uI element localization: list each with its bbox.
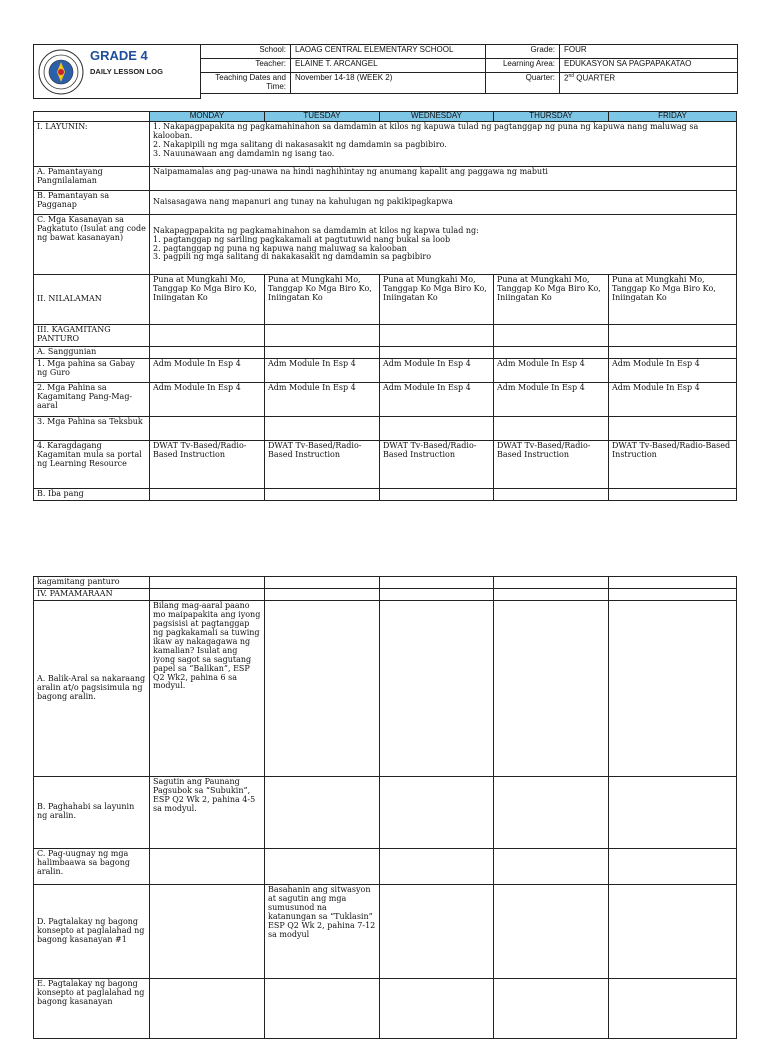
grade-title: GRADE 4 (90, 48, 148, 63)
teacher-label: Teacher: (201, 59, 291, 73)
teaching-dates-value: November 14-18 (WEEK 2) (291, 73, 486, 94)
grade-value: FOUR (560, 45, 738, 59)
corner-cell (34, 112, 150, 122)
gabay-wednesday: Adm Module In Esp 4 (380, 358, 494, 382)
pamantayang-pangnilalaman-content: Naipamamalas ang pag-unawa na hindi naghihintay ng anumang kapalit ang paggawa ng mabuti (150, 167, 737, 191)
kagamitang-pang-mag-aaral-label: 2. Mga Pahina sa Kagamitang Pang-Mag-aaral (34, 382, 150, 416)
learning-area-label: Learning Area: (486, 59, 560, 73)
pagtalakay-1-label: D. Pagtalakay ng bagong konsepto at paglalahad ng bagong kasanayan #1 (34, 884, 150, 978)
lesson-info-table (200, 44, 738, 94)
day-header-tuesday: TUESDAY (265, 112, 380, 122)
kpm-monday: Adm Module In Esp 4 (150, 382, 265, 416)
karagdagan-friday: DWAT Tv-Based/Radio-Based Instruction (609, 440, 737, 488)
pamantayan-sa-pagganap-content: Naisasagawa nang mapanuri ang tunay na kahulugan ng pakikipagkapwa (150, 191, 737, 215)
sanggunian-label: A. Sanggunian (34, 347, 150, 359)
nilalaman-label: II. NILALAMAN (34, 275, 150, 325)
pamantayang-pangnilalaman-label: A. Pamantayang Pangnilalaman (34, 167, 150, 191)
paghahabi-monday: Sagutin ang Paunang Pagsubok sa “Subukin”, ESP Q2 Wk 2, pahina 4-5 sa modyul. (150, 776, 265, 848)
kasanayan-label: C. Mga Kasanayan sa Pagkatuto (Isulat ang code ng bawat kasanayan) (34, 215, 150, 275)
iba-pang-label: B. Iba pang (34, 488, 150, 500)
learning-area-value: EDUKASYON SA PAGPAPAKATAO (560, 59, 738, 73)
quarter-value: 2nd QUARTER (560, 73, 738, 94)
gabay-ng-guro-label: 1. Mga pahina sa Gabay ng Guro (34, 358, 150, 382)
gabay-tuesday: Adm Module In Esp 4 (265, 358, 380, 382)
day-header-friday: FRIDAY (609, 112, 737, 122)
kpm-tuesday: Adm Module In Esp 4 (265, 382, 380, 416)
nilalaman-monday: Puna at Mungkahi Mo, Tanggap Ko Mga Biro Ko, Iniingatan Ko (150, 275, 265, 325)
layunin-label: I. LAYUNIN: (34, 122, 150, 167)
teacher-value: ELAINE T. ARCANGEL (291, 59, 486, 73)
kasanayan-line: 3. pagpili ng mga salitang di nakakasakit ng damdamin sa pagbibiro (153, 252, 432, 262)
layunin-content (150, 122, 737, 167)
pag-uugnay-label: C. Pag-uugnay ng mga halimbaawa sa bagong aralin. (34, 848, 150, 884)
karagdagan-thursday: DWAT Tv-Based/Radio-Based Instruction (494, 440, 609, 488)
quarter-label: Quarter: (486, 73, 560, 94)
karagdagan-monday: DWAT Tv-Based/Radio-Based Instruction (150, 440, 265, 488)
day-header-wednesday: WEDNESDAY (380, 112, 494, 122)
balik-aral-monday: Bilang mag-aaral paano mo maipapakita ang iyong pagsisisi at pagtanggap ng pagkakamali sa tuwing ikaw ay nakagagawa ng kamalian? Isulat ang iyong sagot sa sagutang papel sa “Balikan”, ESP Q2 Wk2, pahina 6 sa modyul. (150, 600, 265, 776)
pagtalakay-1-tuesday: Basahanin ang sitwasyon at sagutin ang mga sumusunod na katanungan sa “Tuklasin” ESP Q2 Wk 2, pahina 7-12 sa modyul (265, 884, 380, 978)
daily-lesson-log-title: DAILY LESSON LOG (90, 67, 163, 76)
pamantayan-sa-pagganap-label: B. Pamantayan sa Pagganap (34, 191, 150, 215)
karagdagan-wednesday: DWAT Tv-Based/Radio-Based Instruction (380, 440, 494, 488)
nilalaman-wednesday: Puna at Mungkahi Mo, Tanggap Ko Mga Biro Ko, Iniingatan Ko (380, 275, 494, 325)
gabay-thursday: Adm Module In Esp 4 (494, 358, 609, 382)
kasanayan-line: 2. pagtanggap ng puna ng kapuwa nang maluwag sa kalooban (153, 243, 407, 253)
kpm-wednesday: Adm Module In Esp 4 (380, 382, 494, 416)
day-header-monday: MONDAY (150, 112, 265, 122)
gabay-friday: Adm Module In Esp 4 (609, 358, 737, 382)
paghahabi-label: B. Paghahabi sa layunin ng aralin. (34, 776, 150, 848)
pagtalakay-2-label: E. Pagtalakay ng bagong konsepto at paglalahad ng bagong kasanayan (34, 978, 150, 1038)
layunin-line: 2. Nakapipili ng mga salitang di nakasasakit ng damdamin sa pagbibiro. (153, 139, 447, 149)
school-value: LAOAG CENTRAL ELEMENTARY SCHOOL (291, 45, 486, 59)
kagamitang-panturo-cont-label: kagamitang panturo (34, 577, 150, 589)
kpm-friday: Adm Module In Esp 4 (609, 382, 737, 416)
karagdagang-kagamitan-label: 4. Karagdagang Kagamitan mula sa portal ng Learning Resource (34, 440, 150, 488)
lesson-plan-table (33, 111, 737, 501)
balik-aral-label: A. Balik-Aral sa nakaraang aralin at/o pagsisimula ng bagong aralin. (34, 600, 150, 776)
gabay-monday: Adm Module In Esp 4 (150, 358, 265, 382)
day-header-thursday: THURSDAY (494, 112, 609, 122)
kasanayan-line: Nakapagpapakita ng pagkamahinahon sa damdamin at kilos ng kapwa tulad ng: (153, 225, 479, 235)
teaching-dates-label: Teaching Dates and Time: (201, 73, 291, 94)
karagdagan-tuesday: DWAT Tv-Based/Radio-Based Instruction (265, 440, 380, 488)
deped-seal-icon (38, 49, 84, 95)
nilalaman-friday: Puna at Mungkahi Mo, Tanggap Ko Mga Biro Ko, Iniingatan Ko (609, 275, 737, 325)
nilalaman-thursday: Puna at Mungkahi Mo, Tanggap Ko Mga Biro Ko, Iniingatan Ko (494, 275, 609, 325)
pamamaraan-label: IV. PAMAMARAAN (34, 588, 150, 600)
kagamitang-panturo-label: III. KAGAMITANG PANTURO (34, 325, 150, 347)
layunin-line: 3. Nauunawaan ang damdamin ng isang tao. (153, 148, 335, 158)
header-brand-box (33, 44, 201, 99)
school-label: School: (201, 45, 291, 59)
nilalaman-tuesday: Puna at Mungkahi Mo, Tanggap Ko Mga Biro Ko, Iniingatan Ko (265, 275, 380, 325)
layunin-line: 1. Nakapagpapakita ng pagkamahinahon sa damdamin at kilos ng kapuwa tulad ng pagtanggap ng puna ng kapuwa nang maluwag sa kalooban. (153, 122, 699, 140)
lesson-plan-table-continued (33, 576, 737, 1039)
kpm-thursday: Adm Module In Esp 4 (494, 382, 609, 416)
kasanayan-content (150, 215, 737, 275)
kasanayan-line: 1. pagtanggap ng sariling pagkakamali at pagtutuwid nang bukal sa loob (153, 234, 451, 244)
grade-label: Grade: (486, 45, 560, 59)
teksbuk-label: 3. Mga Pahina sa Teksbuk (34, 416, 150, 440)
